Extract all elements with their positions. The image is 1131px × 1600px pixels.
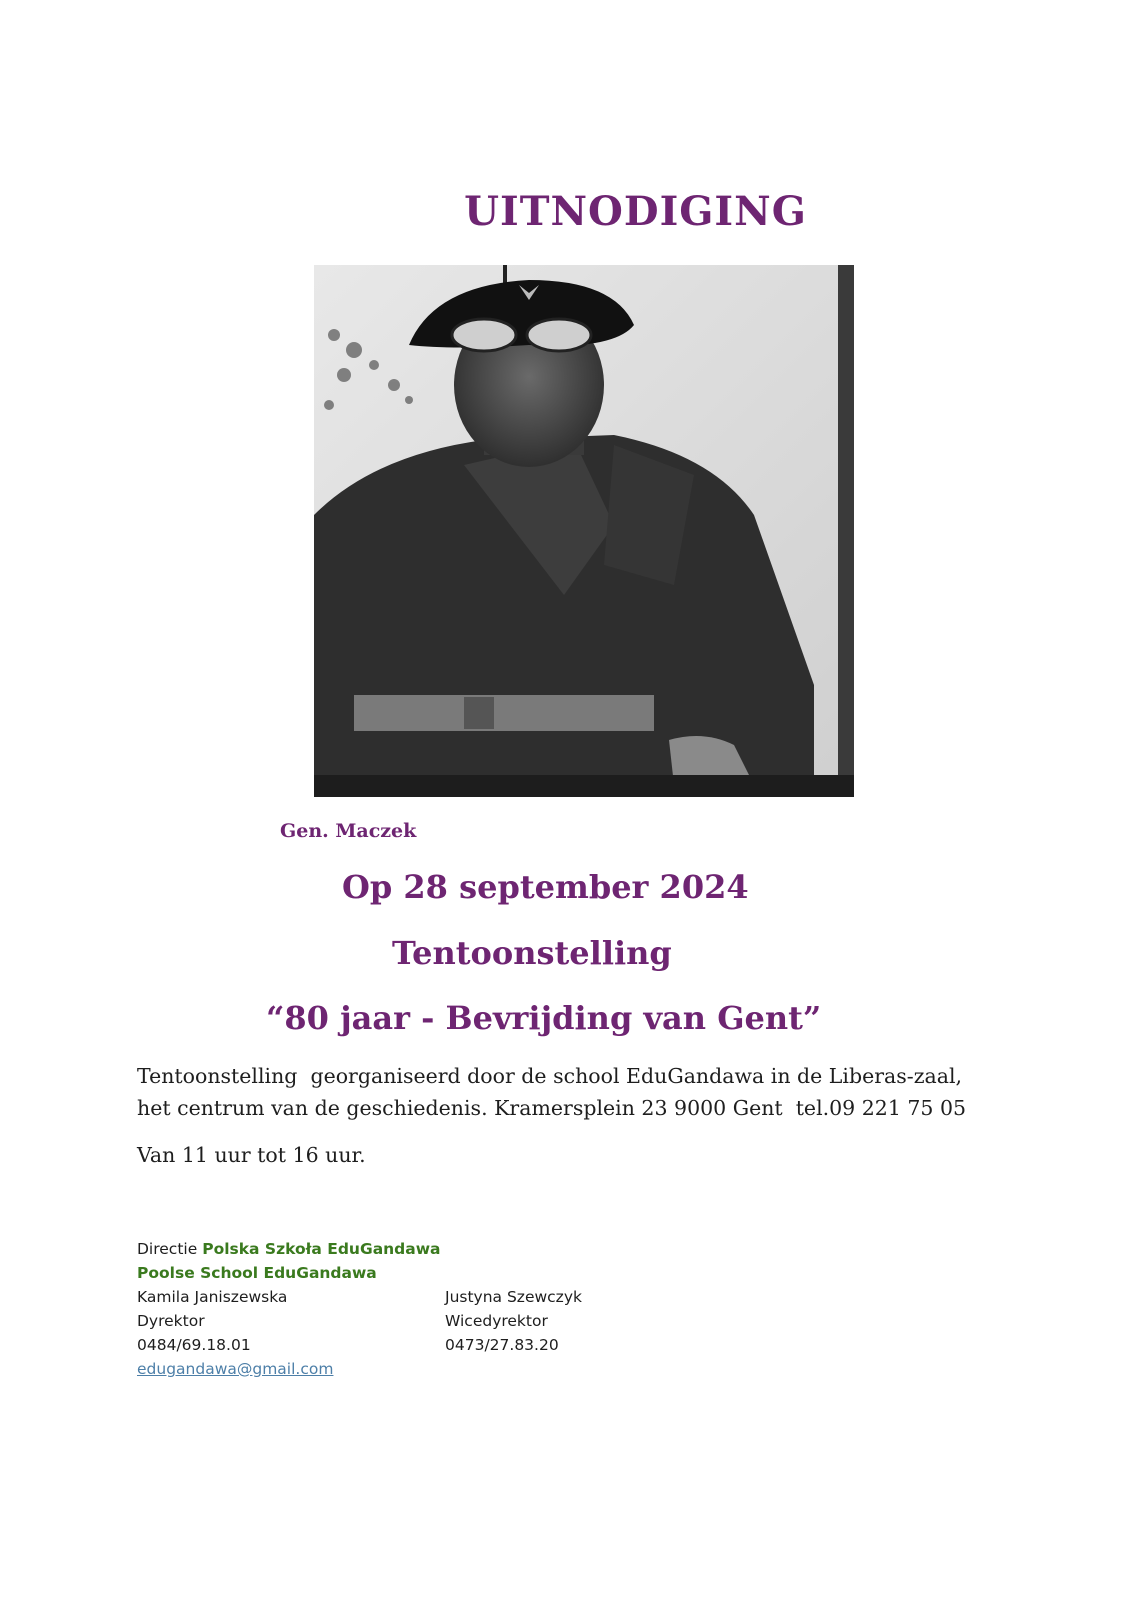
event-name: “80 jaar - Bevrijding van Gent”	[266, 999, 822, 1037]
director-name: Kamila Janiszewska	[137, 1288, 288, 1306]
event-description	[137, 1060, 1017, 1124]
email-link[interactable]: edugandawa@gmail.com	[137, 1360, 334, 1378]
event-date: Op 28 september 2024	[342, 868, 749, 906]
director-role: Dyrektor	[137, 1312, 205, 1330]
director-phone: 0484/69.18.01	[137, 1336, 251, 1354]
school-name-nl: Poolse School EduGandawa	[137, 1264, 377, 1282]
opening-hours: Van 11 uur tot 16 uur.	[137, 1143, 366, 1167]
school-name-pl: Polska Szkoła EduGandawa	[202, 1240, 441, 1258]
general-portrait-image	[314, 265, 854, 797]
vice-director-phone: 0473/27.83.20	[445, 1336, 559, 1354]
event-label: Tentoonstelling	[392, 934, 672, 972]
directie-line	[137, 1240, 441, 1258]
vice-director-role: Wicedyrektor	[445, 1312, 548, 1330]
description-line-1: Tentoonstelling georganiseerd door de school EduGandawa in de Liberas-zaal,	[137, 1064, 963, 1088]
photo-caption: Gen. Maczek	[280, 820, 417, 842]
description-line-2: het centrum van de geschiedenis. Kramersplein 23 9000 Gent tel.09 221 75 05	[137, 1096, 967, 1120]
vice-director-name: Justyna Szewczyk	[445, 1288, 582, 1306]
portrait-photo	[314, 265, 854, 797]
page-title: UITNODIGING	[464, 188, 807, 235]
directie-label: Directie	[137, 1240, 198, 1258]
